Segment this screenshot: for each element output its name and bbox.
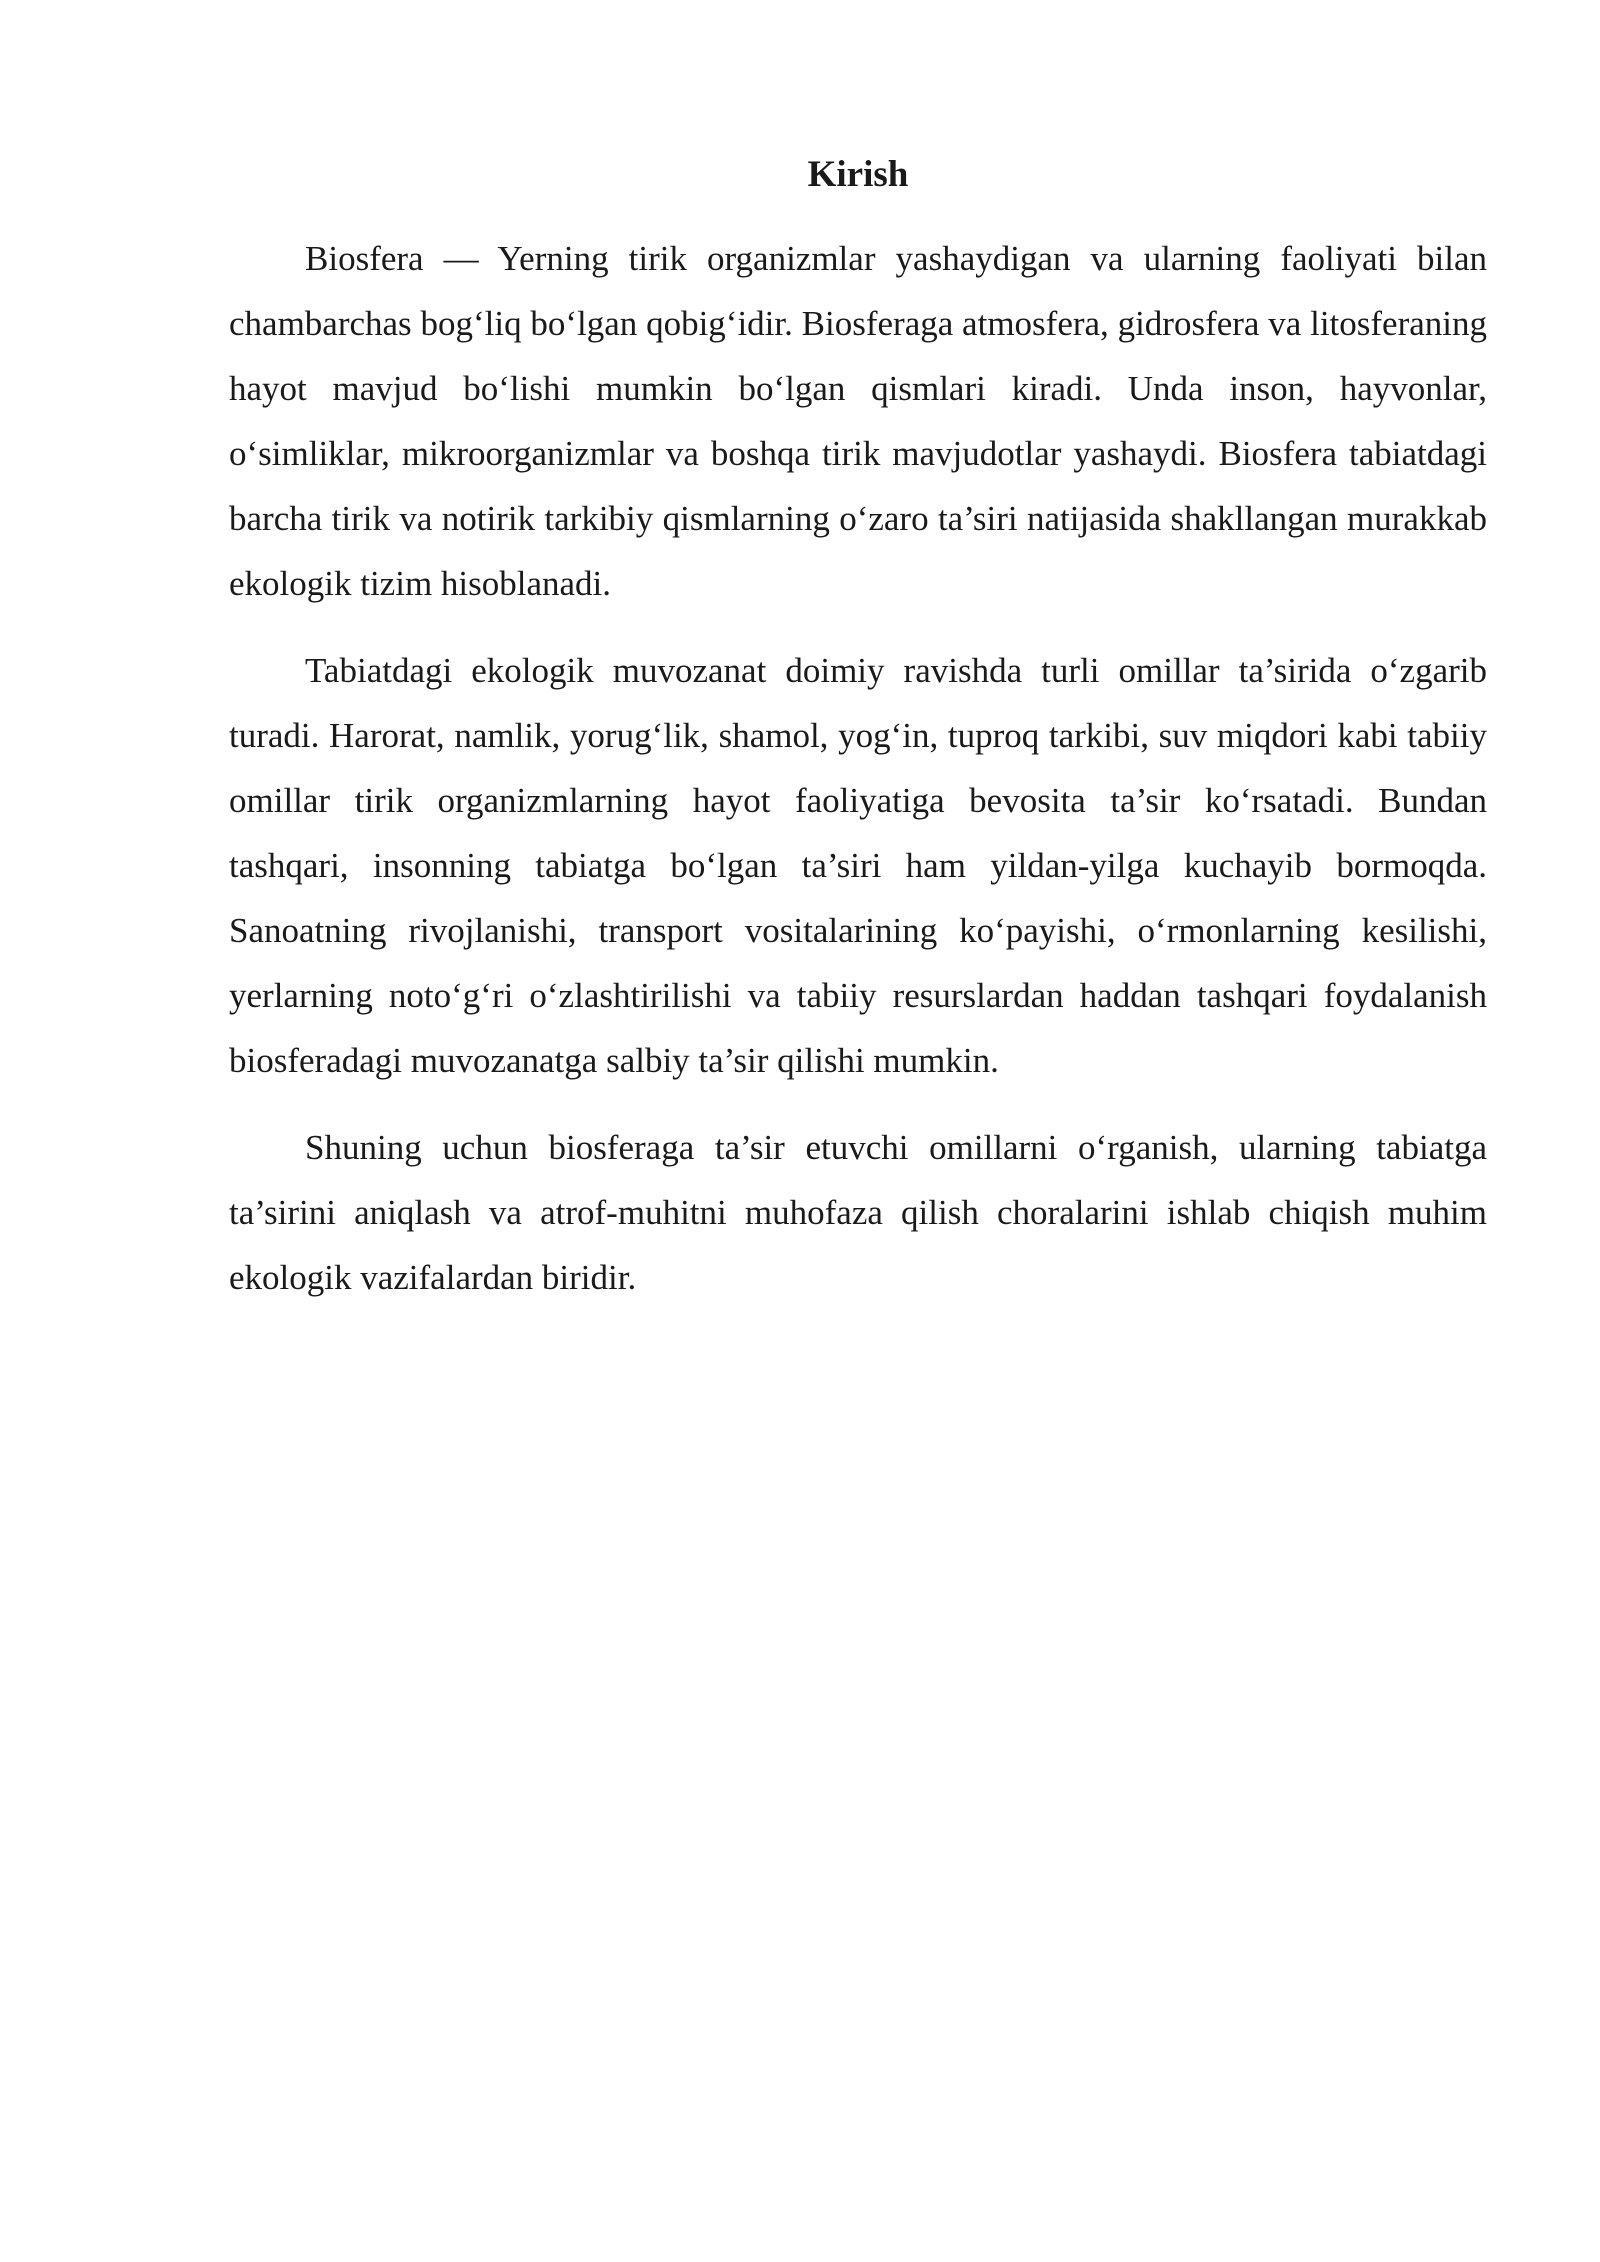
paragraph-3: Shuning uchun biosferaga ta’sir etuvchi omillarni o‘rganish, ularning tabiatga ta’sirini aniqlash va atrof-muhitni muhofaza qilish choralarini ishlab chiqish muhim ekologik vazifalardan biridir. [229,1128,1487,1297]
paragraph-1: Biosfera — Yerning tirik organizmlar yashaydigan va ularning faoliyati bilan chambarchas bog‘liq bo‘lgan qobig‘idir. Biosferaga atmosfera, gidrosfera va litosferaning hayot mavjud bo‘lishi mumkin bo‘lgan qismlari kiradi. Unda inson, hayvonlar, o‘simliklar, mikroorganizmlar va boshqa tirik mavjudotlar yashaydi. Biosfera tabiatdagi barcha tirik va notirik tarkibiy qismlarning o‘zaro ta’siri natijasida shakllangan murakkab ekologik tizim hisoblanadi. [229,239,1487,603]
page-title: Kirish [807,154,909,195]
paragraph-2: Tabiatdagi ekologik muvozanat doimiy ravishda turli omillar ta’sirida o‘zgarib turadi. Harorat, namlik, yorug‘lik, shamol, yog‘in, tuproq tarkibi, suv miqdori kabi tabiiy omillar tirik organizmlarning hayot faoliyatiga bevosita ta’sir ko‘rsatadi. Bundan tashqari, insonning tabiatga bo‘lgan ta’siri ham yildan-yilga kuchayib bormoqda. Sanoatning rivojlanishi, transport vositalarining ko‘payishi, o‘rmonlarning kesilishi, yerlarning noto‘g‘ri o‘zlashtirilishi va tabiiy resurslardan haddan tashqari foydalanish biosferadagi muvozanatga salbiy ta’sir qilishi mumkin. [229,651,1487,1080]
